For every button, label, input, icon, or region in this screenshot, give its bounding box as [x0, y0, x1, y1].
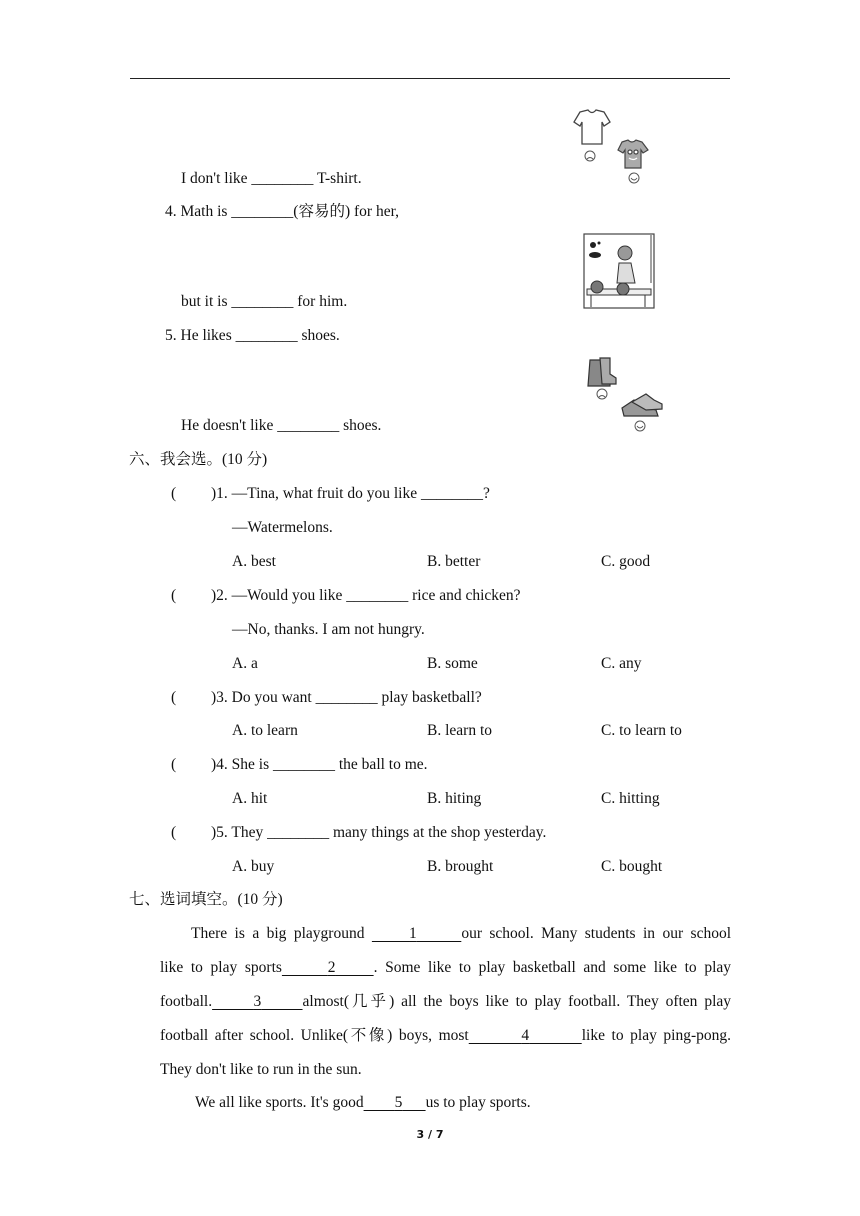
q1-answer-line: —Watermelons. — [232, 519, 333, 536]
cloze-paragraph-2: We all like sports. It's good 5 us to play sports. — [195, 1094, 531, 1111]
plain-tshirt-icon — [574, 110, 610, 144]
q5-second-line: He doesn't like ________ shoes. — [181, 417, 382, 434]
q4-stem: )4. She is ________ the ball to me. — [211, 756, 428, 773]
q5-option-c: C. bought — [601, 858, 663, 875]
page-number: 3 / 7 — [416, 1128, 444, 1141]
cloze-line-5: They don't like to run in the sun. — [160, 1061, 362, 1078]
q1-bracket: ( — [171, 485, 177, 502]
q5-bracket: ( — [171, 824, 177, 841]
part6-heading: 六、我会选。(10 分) — [129, 451, 268, 468]
cloze-line-2: like to play sports 2 . Some like to play basketball and some like to play — [160, 959, 732, 976]
cloze-blank-2: 2 — [327, 959, 336, 976]
q4-option-c: C. hitting — [601, 790, 660, 807]
q2-stem: )2. —Would you like ________ rice and chicken? — [211, 587, 521, 604]
cloze-line-1: There is a big playground 1 our school. Many students in our school — [191, 925, 732, 942]
q5-option-b: B. brought — [427, 858, 494, 875]
q3-option-b: B. learn to — [427, 722, 492, 739]
boots-icon — [588, 358, 616, 386]
cloze-blank-5: 5 — [394, 1094, 403, 1111]
happy-face-icon — [635, 421, 645, 431]
q3-second-line: I don't like ________ T-shirt. — [181, 170, 362, 187]
header-rule — [130, 78, 730, 79]
q2-answer-line: —No, thanks. I am not hungry. — [232, 621, 425, 638]
q3-bracket: ( — [171, 689, 177, 706]
happy-face-icon — [629, 173, 639, 183]
q3-option-c: C. to learn to — [601, 722, 682, 739]
q1-option-c: C. good — [601, 553, 651, 570]
q1-stem: )1. —Tina, what fruit do you like ________? — [211, 485, 490, 502]
sad-face-icon — [585, 151, 595, 161]
cloze-blank-4: 4 — [521, 1027, 530, 1044]
cloze-blank-3: 3 — [253, 993, 262, 1010]
classroom-image — [583, 233, 655, 309]
sad-face-icon — [597, 389, 607, 399]
q2-option-b: B. some — [427, 655, 478, 672]
cloze-blank-1: 1 — [409, 925, 417, 942]
cloze-paragraph-1 — [160, 917, 731, 1087]
q5-option-a: A. buy — [232, 858, 275, 875]
pattern-tshirt-icon — [618, 140, 648, 168]
cloze-line-4: football after school. Unlike(不像) boys, most 4 like to play ping-pong. — [160, 1027, 732, 1044]
q4-option-a: A. hit — [232, 790, 268, 807]
shoes-image — [584, 354, 664, 436]
q2-bracket: ( — [171, 587, 177, 604]
q3-stem: )3. Do you want ________ play basketball? — [211, 689, 482, 706]
q4-bracket: ( — [171, 756, 177, 773]
q1-option-a: A. best — [232, 553, 276, 570]
q3-option-a: A. to learn — [232, 722, 298, 739]
q2-option-c: C. any — [601, 655, 642, 672]
q5-stem: )5. They ________ many things at the shop yesterday. — [211, 824, 547, 841]
q4-option-b: B. hiting — [427, 790, 482, 807]
tshirts-image — [568, 108, 652, 188]
q4-second-line: but it is ________ for him. — [181, 293, 348, 310]
q2-option-a: A. a — [232, 655, 258, 672]
q1-option-b: B. better — [427, 553, 481, 570]
sneakers-icon — [622, 394, 662, 416]
q4-first-line: 4. Math is ________(容易的) for her, — [165, 203, 399, 220]
part7-heading: 七、选词填空。(10 分) — [129, 891, 283, 908]
cloze-line-3: football. 3 almost(几乎) all the boys like to play football. They often play — [160, 993, 732, 1010]
q5-first-line: 5. He likes ________ shoes. — [165, 327, 340, 344]
